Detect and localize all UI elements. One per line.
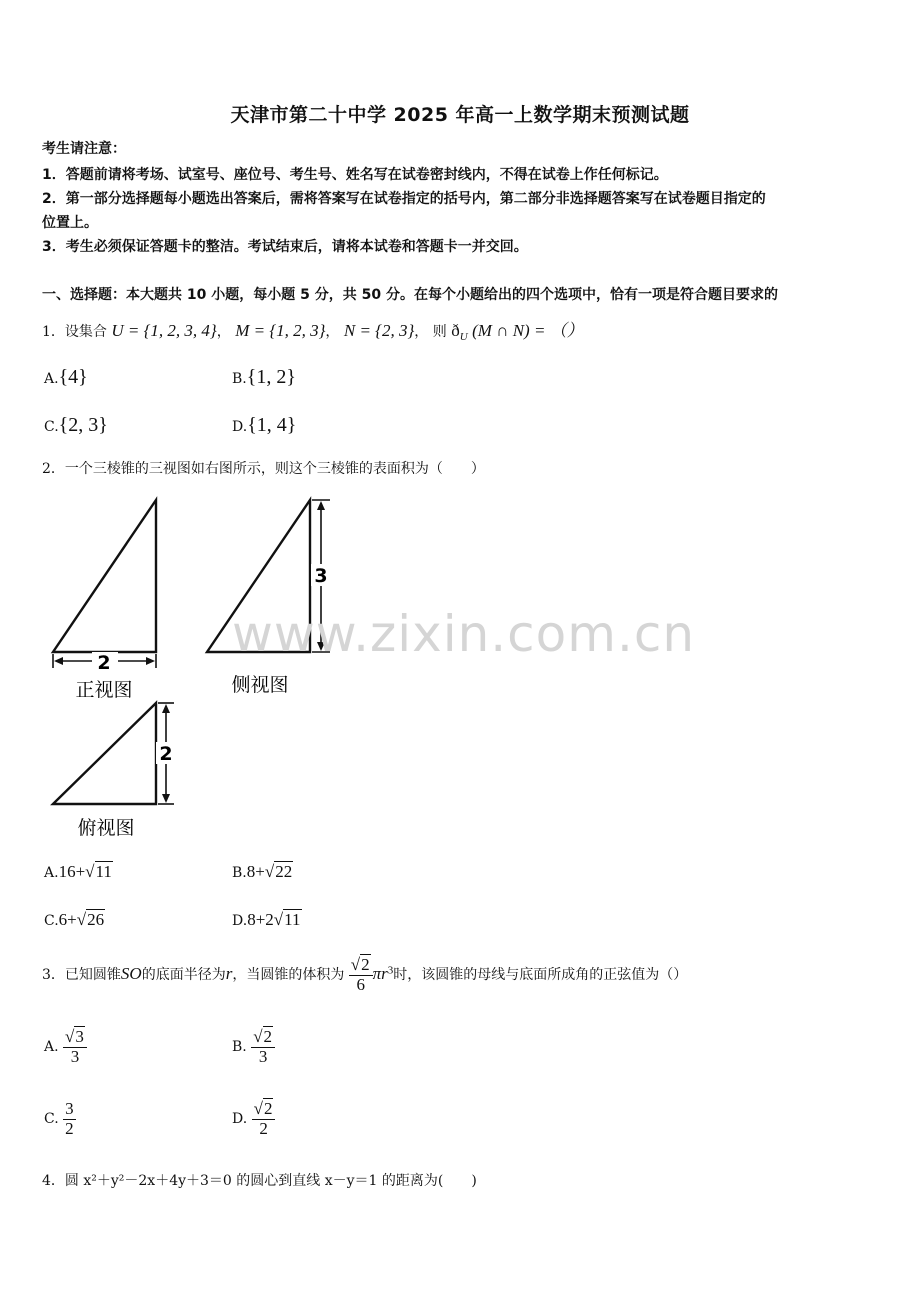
top-view-label: 俯视图: [77, 817, 135, 839]
q3-so: SO: [120, 964, 142, 984]
top-view-triangle: [53, 703, 156, 804]
q1-option-c[interactable]: [44, 414, 108, 437]
question-1-then: 则: [432, 324, 447, 340]
option-value: {1, 2}: [246, 366, 296, 388]
q3-option-b[interactable]: [232, 1028, 275, 1066]
option-letter: B.: [232, 371, 247, 387]
option-radicand: 22: [275, 862, 293, 881]
question-1-prefix: 1．设集合: [42, 324, 107, 340]
option-letter: A.: [44, 371, 59, 387]
option-fraction: $\frac{√3}{3}$: [63, 1028, 87, 1066]
q2-option-d[interactable]: D.8+2√11: [232, 910, 301, 929]
question-1: 1．设集合 U = {1, 2, 3, 4}， M = {1, 2, 3}， N = {2, 3}， 则 $ð_U$ (M ∩ N) = （）: [42, 321, 584, 343]
option-value: 16+: [58, 862, 86, 881]
q2-option-a[interactable]: A.16+√11: [44, 862, 112, 881]
front-view-triangle: [53, 500, 156, 652]
option-fraction: $\frac{√2}{3}$: [251, 1028, 275, 1066]
option-value: 8+2: [247, 910, 274, 929]
fraction-denominator: 6: [356, 974, 365, 994]
option-value: {2, 3}: [58, 414, 108, 436]
option-fraction: $\frac{3}{2}$: [65, 1099, 74, 1138]
q3-option-c[interactable]: [44, 1100, 76, 1138]
q3-text: ，当圆锥的体积为: [232, 967, 345, 984]
fraction-radicand: 2: [361, 955, 370, 974]
option-letter: D.: [232, 913, 248, 929]
q1-option-b[interactable]: [232, 366, 296, 389]
section-heading: 一、选择题：本大题共 10 小题，每小题 5 分，共 50 分。在每个小题给出的四个选项中，恰有一项是符合题目要求的: [42, 287, 778, 303]
page-title: 天津市第二十中学 2025 年高一上数学期末预测试题: [230, 104, 690, 126]
three-view-figure: [40, 490, 360, 850]
set-M: M = {1, 2, 3}: [235, 321, 326, 340]
option-radicand: 11: [284, 910, 301, 929]
complement-symbol: ð: [451, 321, 460, 340]
q3-option-d[interactable]: [232, 1100, 275, 1138]
option-value: 6+: [58, 910, 77, 929]
question-4: 4．圆 x²＋y²－2x＋4y＋3＝0 的圆心到直线 x－y＝1 的距离为( ): [42, 1173, 477, 1189]
option-letter: B.: [232, 1039, 247, 1056]
q3-exponent: 3: [387, 964, 394, 977]
note-item: 1．答题前请将考场、试室号、座位号、考生号、姓名写在试卷密封线内，不得在试卷上作任何标记。: [42, 167, 668, 183]
notes-heading: 考生请注意：: [42, 141, 126, 157]
set-N: N = {2, 3}: [343, 321, 415, 340]
note-item: 位置上。: [42, 215, 98, 231]
q1-option-a[interactable]: [44, 366, 88, 389]
option-letter: D.: [232, 419, 248, 435]
option-letter: C.: [44, 913, 59, 929]
set-U: U = {1, 2, 3, 4}: [111, 321, 217, 340]
q3-tail: 时，该圆锥的母线与底面所成角的正弦值为（）: [393, 967, 688, 984]
q3-pi-r: πr: [372, 964, 388, 984]
side-dimension: 3: [314, 565, 328, 587]
q2-option-b[interactable]: B.8+√22: [232, 862, 293, 881]
option-radicand: 11: [95, 862, 112, 881]
option-letter: B.: [232, 865, 247, 881]
option-letter: C.: [44, 419, 59, 435]
option-fraction: $\frac{√2}{2}$: [252, 1100, 276, 1138]
q3-r: r: [225, 964, 233, 984]
question-2: 2．一个三棱锥的三视图如右图所示，则这个三棱锥的表面积为（ ）: [42, 461, 485, 477]
complement-subscript: U: [459, 330, 468, 343]
option-letter: A.: [44, 865, 59, 881]
option-letter: A.: [44, 1039, 59, 1056]
q3-text: 的底面半径为: [141, 967, 226, 984]
front-view-label: 正视图: [75, 679, 133, 701]
option-radicand: 26: [87, 910, 105, 929]
q2-option-c[interactable]: C.6+√26: [44, 910, 105, 929]
option-value: {1, 4}: [247, 414, 297, 436]
option-value: {4}: [58, 366, 88, 388]
note-item: 3．考生必须保证答题卡的整洁。考试结束后，请将本试卷和答题卡一并交回。: [42, 239, 528, 255]
q3-prefix: 3．已知圆锥: [42, 967, 121, 984]
option-letter: D.: [232, 1111, 248, 1128]
option-letter: C.: [44, 1111, 59, 1128]
top-dimension: 2: [159, 743, 173, 765]
q3-option-a[interactable]: [44, 1028, 87, 1066]
front-dimension: 2: [97, 652, 111, 674]
option-value: 8+: [246, 862, 265, 881]
q1-option-d[interactable]: [232, 414, 296, 437]
note-item: 2．第一部分选择题每小题选出答案后，需将答案写在试卷指定的括号内，第二部分非选择题答案写在试卷题目指定的: [42, 191, 766, 207]
question-1-expression: (M ∩ N) = （）: [472, 321, 584, 340]
side-view-label: 侧视图: [231, 674, 289, 696]
question-3: [42, 956, 687, 994]
q3-volume-fraction: $\frac{√2}{6}$: [349, 956, 373, 994]
watermark: www.zixin.com.cn: [232, 605, 696, 663]
